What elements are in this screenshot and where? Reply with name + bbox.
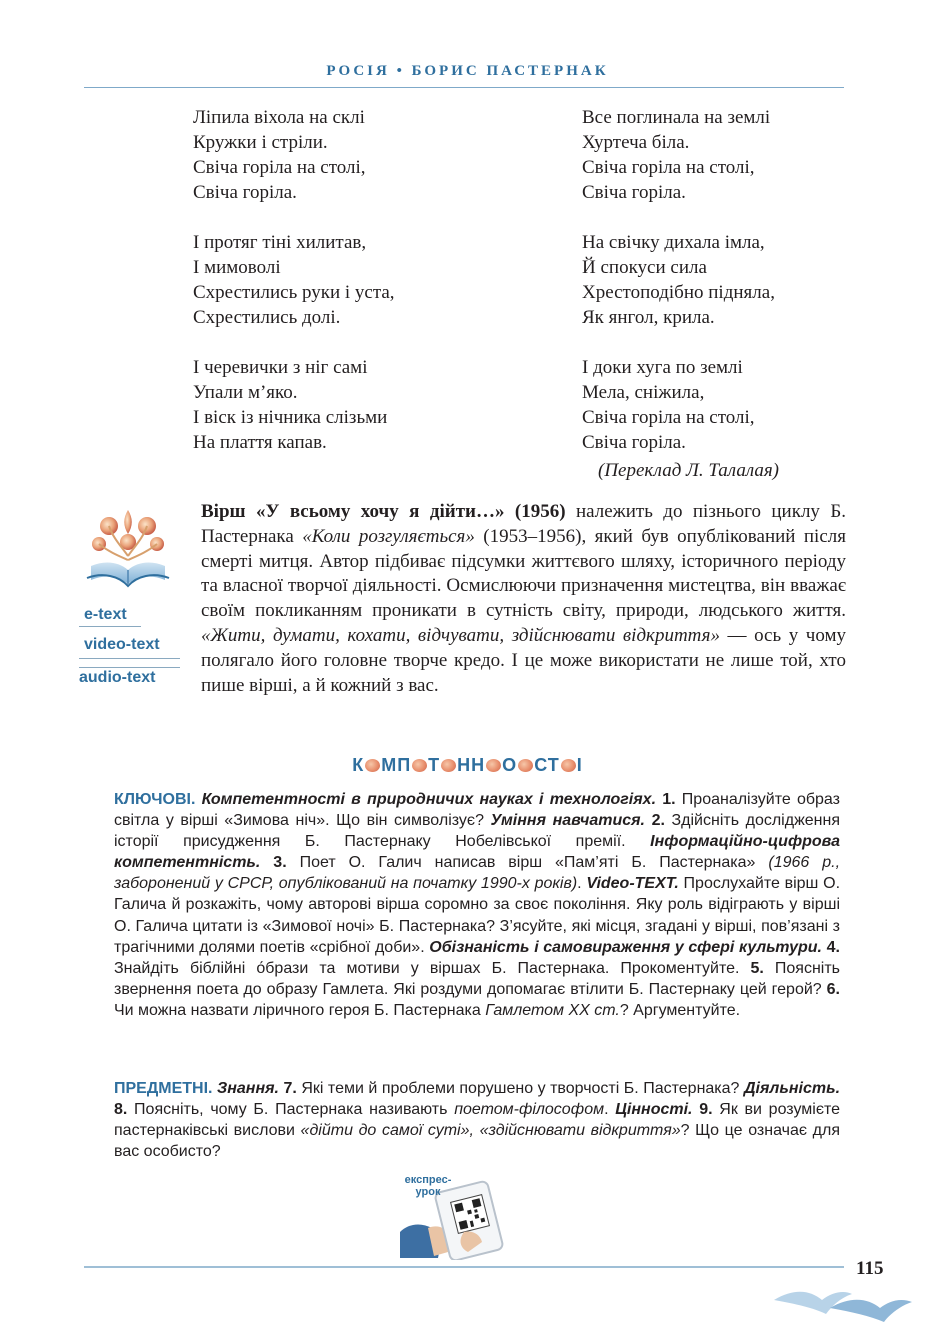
running-header: РОСІЯ • БОРИС ПАСТЕРНАК: [326, 63, 609, 79]
poem-line: Мела, сніжила,: [582, 382, 705, 403]
poem-line: Хуртеча біла.: [582, 132, 690, 153]
poem-line: Як янгол, крила.: [582, 307, 715, 328]
header-divider: [84, 87, 844, 88]
poem-line: І віск із нічника слізьми: [193, 407, 388, 428]
footer-divider: [84, 1266, 844, 1268]
key-label: КЛЮЧОВІ.: [114, 791, 196, 808]
translator-credit: (Переклад Л. Талалая): [598, 460, 780, 481]
poem-line: Свіча горіла.: [193, 182, 297, 203]
poem-line: На плаття капав.: [193, 432, 327, 453]
poem-line: Хрестоподібно підняла,: [582, 282, 775, 303]
poem-line: Свіча горіла.: [582, 182, 686, 203]
videotext-underline: [79, 658, 180, 659]
poem-line: Свіча горіла на столі,: [582, 407, 755, 428]
poem-stanza-right-3: [582, 355, 755, 455]
poem-stanza-left-2: [193, 230, 395, 330]
page-number: 115: [856, 1258, 884, 1279]
poem-line: Схрестились долі.: [193, 307, 341, 328]
poem-title: Вірш «У всьому хочу я дійти…» (1956): [201, 501, 566, 522]
subject-competencies-block: ПРЕДМЕТНІ. Знання. 7. Які теми й проблеми порушено у творчості Б. Пастернака? Діяльність. 8. Поясніть, чому Б. Пастернака називають поетом-філософом. Цінності. 9. Як ви розумієте пастернаківські вислови «дійти до самої суті», «здійснювати відкриття»? Що це означає для вас особисто?: [114, 1080, 841, 1161]
poem-line: Свіча горіла на столі,: [582, 157, 755, 178]
open-book-ornament-icon: [79, 500, 177, 592]
poem-line: Й спокуси сила: [582, 257, 707, 278]
audiotext-overline: [79, 667, 180, 668]
poem-stanza-left-3: [193, 355, 387, 455]
audiotext-link[interactable]: audio-text: [79, 669, 156, 686]
key-competencies-block: КЛЮЧОВІ. Компетентності в природничих науках і технологіях. 1. Проаналізуйте образ світла у вірші «Зимова ніч». Що він символізує? Уміння навчатися. 2. Здійсніть дослідження історії присудження Б. Пастернаку Нобелівської премії. Інформаційно-цифрова компетентність. 3. Поет О. Галич написав вірш «Пам’яті Б. Пастернака» (1966 р., заборонений у СРСР, опублікований на початку 1990-х років). Video-TEXT. Прослухайте вірш О. Галича й розкажіть, чому авторові вірша соромно за своє покоління. Яку роль відіграють у вірші О. Галича цитати із «Зимової ночі» Б. Пастернака? З’ясуйте, які місця, згадані у вірші, пов’язані з трагічними долями поетів «срібної доби». Обізнаність і самовираження у сфері культури. 4. Знайдіть біблійні о́брази та мотиви у віршах Б. Пастернака. Прокоментуйте. 5. Поясніть звернення поета до образу Гамлета. Які роздуми допомагає втілити Б. Пастернаку цей герой? 6. Чи можна назвати ліричного героя Б. Пастернака Гамлетом XX ст.? Аргументуйте.: [114, 791, 841, 1019]
poem-line: І черевички з ніг самі: [193, 357, 368, 378]
poem-line: Все поглинала на землі: [582, 107, 771, 128]
express-lesson-label: експрес-урок: [404, 1174, 452, 1198]
poem-stanza-right-1: [582, 105, 770, 205]
poem-stanza-left-1: [193, 105, 366, 205]
express-lesson-qr[interactable]: [398, 1172, 516, 1260]
poem-line: Ліпила віхола на склі: [193, 107, 365, 128]
cycle-title: «Коли розгуляється»: [302, 525, 475, 547]
etext-underline: [79, 626, 141, 627]
poem-line: Свіча горіла.: [582, 432, 686, 453]
etext-link[interactable]: e-text: [84, 606, 127, 623]
poem-line: Схрестились руки і уста,: [193, 282, 395, 303]
poem-line: І мимоволі: [193, 257, 281, 278]
poem-line: І доки хуга по землі: [582, 357, 743, 378]
subject-label: ПРЕДМЕТНІ.: [114, 1080, 213, 1097]
poem-line: Кружки і стріли.: [193, 132, 328, 153]
poem-line: І протяг тіні хилитав,: [193, 232, 367, 253]
poem-line: Свіча горіла на столі,: [193, 157, 366, 178]
competencies-heading: К МП Т НН О СТ І: [352, 755, 583, 775]
poem-stanza-right-2: [582, 230, 775, 330]
poem-line: Упали м’яко.: [193, 382, 298, 403]
intro-paragraph: Вірш «У всьому хочу я дійти…» (1956) належить до пізнього циклу Б. Пастернака «Коли розгуляється» (1953–1956), який був опублікований після смерті митця. Автор підбиває підсумки життєвого шляху, історичного періоду та власної творчої діяльності. Осмислюючи призначення мистецтва, він вважає своїм покликанням проникати в сутність світу, природи, людського життя. «Жити, думати, кохати, відчувати, здійснювати відкриття» — ось у чому полягало його головне творче кредо. І це може використати не лише той, хто пише вірші, а й кожний з вас.: [201, 501, 846, 696]
credo-quote: «Жити, думати, кохати, відчувати, здійснювати відкриття»: [201, 624, 720, 646]
videotext-link[interactable]: video-text: [84, 636, 160, 653]
flying-birds-icon: [770, 1278, 920, 1328]
poem-line: На свічку дихала імла,: [582, 232, 765, 253]
